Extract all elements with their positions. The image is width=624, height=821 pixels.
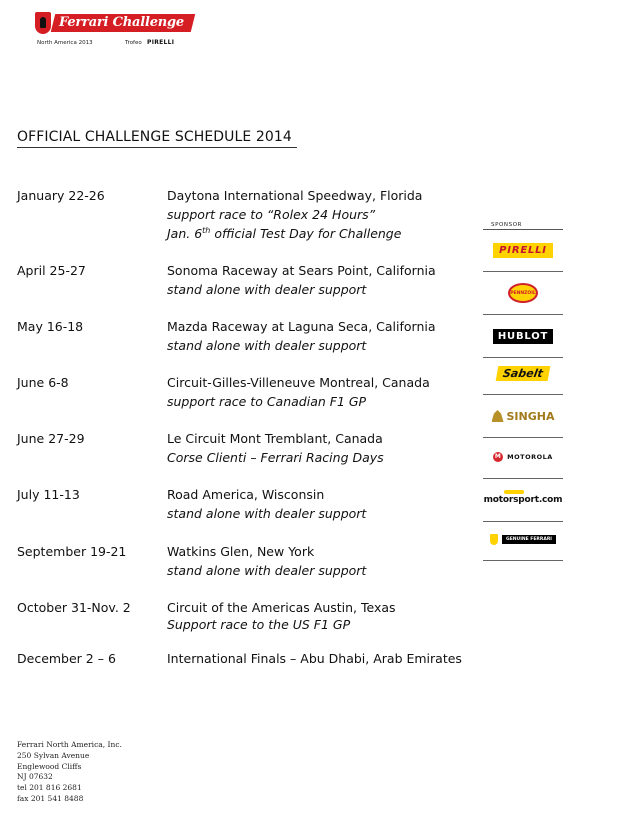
genuine-ferrari-wordmark: GENUINE FERRARI: [502, 535, 556, 544]
event-venue: Road America, Wisconsin: [167, 487, 325, 502]
race-event: [167, 485, 366, 523]
race-date: July 11-13: [17, 487, 80, 502]
event-venue: Watkins Glen, New York: [167, 544, 315, 559]
race-event: [167, 542, 366, 580]
event-note-test-day: [167, 224, 422, 243]
race-date: April 25-27: [17, 263, 86, 278]
event-note: stand alone with dealer support: [167, 563, 367, 578]
logo-name: Ferrari Challenge: [59, 15, 185, 30]
footer-fax: fax 201 541 8488: [17, 793, 84, 803]
motorsport-wordmark: motorsport.com: [483, 495, 563, 505]
race-event: [167, 261, 436, 299]
event-venue: Circuit of the Americas Austin, Texas: [167, 600, 396, 615]
event-venue: Mazda Raceway at Laguna Seca, California: [167, 319, 436, 334]
singha-wordmark: SINGHA: [506, 409, 555, 423]
logo-subtitle: North America 2013: [37, 40, 93, 46]
footer-address: [17, 740, 122, 805]
singha-logo: [492, 410, 555, 423]
genuine-ferrari-logo: [490, 534, 556, 545]
pirelli-logo: PIRELLI: [493, 243, 553, 258]
motorola-wordmark: MOTOROLA: [507, 453, 553, 461]
event-venue: Sonoma Raceway at Sears Point, California: [167, 263, 436, 278]
event-venue: Daytona International Speedway, Florida: [167, 188, 423, 203]
sponsor-singha: [483, 395, 563, 438]
sponsor-sabelt: [483, 352, 563, 395]
event-venue: International Finals – Abu Dhabi, Arab Emirates: [167, 651, 462, 666]
race-date: May 16-18: [17, 319, 84, 334]
sponsor-pirelli: [483, 229, 563, 272]
race-event: [167, 373, 430, 411]
footer-tel: tel 201 816 2681: [17, 783, 82, 793]
event-note: stand alone with dealer support: [167, 506, 367, 521]
footer-company: Ferrari North America, Inc.: [17, 740, 122, 749]
logo-pirelli: PIRELLI: [147, 39, 175, 46]
sabelt-logo: Sabelt: [496, 366, 550, 381]
motorsport-swoosh-icon: [504, 490, 524, 494]
race-event: [167, 598, 396, 632]
prancing-horse-shield-icon: [35, 12, 51, 34]
pennzoil-logo: PENNZOIL: [508, 283, 538, 303]
event-note: stand alone with dealer support: [167, 338, 367, 353]
footer-state-zip: NJ 07632: [17, 772, 53, 782]
race-date: January 22-26: [17, 188, 105, 203]
event-note: support race to “Rolex 24 Hours”: [167, 207, 376, 222]
event-venue: Le Circuit Mont Tremblant, Canada: [167, 431, 383, 446]
sponsor-label: SPONSOR: [491, 222, 523, 228]
footer-city: Englewood Cliffs: [17, 761, 82, 771]
test-day-sup: th: [202, 225, 211, 235]
motorsport-logo: [484, 495, 563, 505]
singha-lion-icon: [492, 410, 504, 422]
sponsor-genuine-ferrari: [483, 518, 563, 561]
event-note: Support race to the US F1 GP: [167, 617, 351, 632]
title-underline: [17, 147, 297, 148]
race-date: September 19-21: [17, 544, 127, 559]
event-note: Corse Clienti – Ferrari Racing Days: [167, 450, 384, 465]
race-date: June 27-29: [17, 431, 85, 446]
page-title: OFFICIAL CHALLENGE SCHEDULE 2014: [17, 129, 292, 145]
race-date: June 6-8: [17, 375, 69, 390]
motorola-batwing-icon: M: [494, 453, 502, 460]
event-note: support race to Canadian F1 GP: [167, 394, 367, 409]
test-day-suffix: official Test Day for Challenge: [210, 226, 402, 241]
sponsor-motorola: [483, 436, 563, 479]
event-note: stand alone with dealer support: [167, 282, 367, 297]
test-day-prefix: Jan. 6: [167, 226, 203, 241]
motorola-logo: [493, 452, 553, 462]
race-date: October 31-Nov. 2: [17, 600, 131, 615]
race-event: [167, 429, 384, 467]
race-event: [167, 317, 436, 355]
race-date: December 2 – 6: [17, 651, 116, 666]
sponsor-pennzoil: [483, 272, 563, 315]
event-venue: Circuit-Gilles-Villeneuve Montreal, Canada: [167, 375, 430, 390]
ferrari-challenge-logo: [35, 12, 185, 48]
footer-street: 250 Sylvan Avenue: [17, 750, 90, 760]
race-event: [167, 649, 462, 668]
sponsor-motorsport: [483, 479, 563, 522]
hublot-logo: HUBLOT: [493, 329, 553, 344]
race-event: [167, 186, 422, 243]
ferrari-shield-icon: [490, 534, 498, 545]
logo-trofeo: Trofeo: [125, 40, 142, 46]
